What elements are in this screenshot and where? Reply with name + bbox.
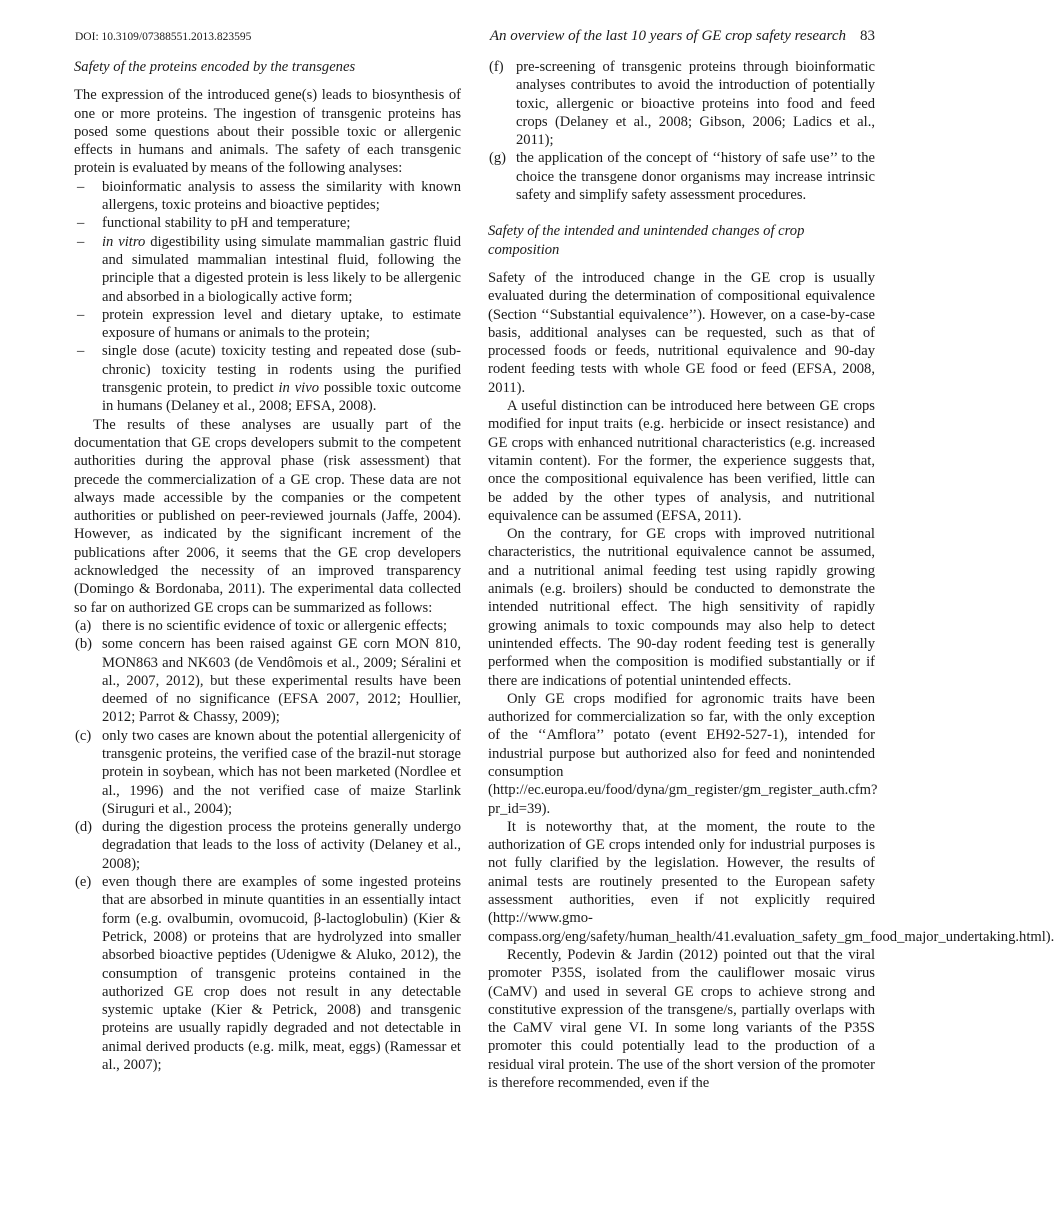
page-number: 83 xyxy=(860,28,875,44)
section-heading-composition-changes: Safety of the intended and unintended changes of crop composition xyxy=(488,223,805,258)
list-item xyxy=(74,178,461,215)
body-paragraph: Only GE crops modified for agronomic traits have been authorized for commercialization so far, with the only exception of the ‘‘Amflora’’ potato (event EH92-527-1), intended for industrial purpose but authorized also for feed and nonintended consumption (http://ec.europa.eu/food/dyna/gm_register/gm_register_auth.cfm?pr_id=39). xyxy=(488,690,878,817)
list-item xyxy=(74,306,461,343)
list-item xyxy=(74,818,461,873)
dash-marker: – xyxy=(77,343,85,360)
list-item-text: protein expression level and dietary uptake, to estimate exposure of humans or animals to the protein; xyxy=(102,306,461,342)
running-title: An overview of the last 10 years of GE crop safety research xyxy=(489,28,846,44)
dash-marker: – xyxy=(77,215,85,232)
running-header xyxy=(75,28,875,48)
list-item-text: some concern has been raised against GE corn MON 810, MON863 and NK603 (de Vendômois et al., 2009; Séralini et al., 2007, 2012), but these experimental results have been deemed of no significance (EFSA 2007, 2012; Houllier, 2012; Parrot & Chassy, 2009); xyxy=(102,636,461,726)
body-paragraph: Safety of the introduced change in the GE crop is usually evaluated during the determination of compositional equivalence (Section ‘‘Substantial equivalence’’). However, on a case-by-case basis, additional analyses can be requested, such as that of processed foods or feeds, nutritional equivalence and 90-day rodent feeding tests with whole GE food or feed (EFSA, 2008, 2011). xyxy=(488,269,875,396)
item-label: (b) xyxy=(75,636,93,653)
italic-term: in vivo xyxy=(278,380,320,397)
list-item-text: bioinformatic analysis to assess the similarity with known allergens, toxic proteins and bioactive peptides; xyxy=(102,178,461,214)
dash-marker: – xyxy=(77,178,85,195)
list-item-text: functional stability to pH and temperature; xyxy=(102,215,351,232)
list-item xyxy=(488,149,875,204)
right-column xyxy=(488,58,1054,1092)
list-item-text: the application of the concept of ‘‘history of safe use’’ to the choice the transgene donor organisms may increase intrinsic safety and simplify safety assessment procedures. xyxy=(516,150,875,204)
dash-marker: – xyxy=(77,233,85,250)
item-label: (g) xyxy=(489,150,507,167)
item-label: (c) xyxy=(75,727,92,744)
section-heading-protein-safety: Safety of the proteins encoded by the transgenes xyxy=(74,59,356,75)
italic-term: in vitro xyxy=(102,233,146,250)
item-label: (e) xyxy=(75,874,92,891)
doi-text: DOI: 10.3109/07388551.2013.823595 xyxy=(75,31,252,43)
body-paragraph: On the contrary, for GE crops with improved nutritional characteristics, the nutritional equivalence cannot be assumed, and a nutritional animal feeding test using rapidly growing animals (e.g. broilers) should be conducted to demonstrate the intended nutritional effect. The high sensitivity of rapidly growing animals to toxic compounds may also help to detect unintended effects. The 90-day rodent feeding test is generally performed when the composition is modified substantially or if there are indications of potential unintended effects. xyxy=(488,526,875,689)
list-item-text: only two cases are known about the potential allergenicity of transgenic proteins, the verified case of the brazil-nut storage protein in soybean, which has not been marketed (Nordlee et al., 1996) and the not verified case of maize Starlink (Siruguri et al., 2004); xyxy=(102,727,461,817)
list-item xyxy=(74,873,461,1074)
findings-list-continued xyxy=(488,58,875,204)
list-item xyxy=(74,617,461,635)
list-item-text: during the digestion process the proteins generally undergo degradation that leads to the loss of activity (Delaney et al., 2008); xyxy=(102,819,461,872)
list-item xyxy=(74,214,461,232)
list-item-text: there is no scientific evidence of toxic or allergenic effects; xyxy=(102,617,448,634)
body-paragraph: It is noteworthy that, at the moment, the route to the authorization of GE crops intended only for industrial purposes is not fully clarified by the legislation. However, the results of animal tests are routinely presented to the European safety assessment authorities, even if not explicitly required (http://www.gmo-compass.org/eng/safety/human_health/41.evaluation_safety_gm_food_major_undertaking.html). xyxy=(488,818,1054,945)
summary-paragraph: The results of these analyses are usually part of the documentation that GE crops developers submit to the competent authorities during the approval phase (risk assessment) that precede the commercialization of a GE crop. These data are not always made accessible by the companies or the competent authorities or published on peer-reviewed journals (Jaffe, 2004). However, as indicated by the significant increment of the publications after 2006, it seems that the GE crop developers acknowledged the necessity of an improved transparency (Domingo & Bordonaba, 2011). The experimental data collected so far on authorized GE crops can be summarized as follows: xyxy=(74,416,461,616)
findings-list xyxy=(74,617,461,1074)
list-item xyxy=(74,635,461,726)
list-item-text: pre-screening of transgenic proteins through bioinformatic analyses contributes to avoid the introduction of potentially toxic, allergenic or bioactive proteins into food and feed crops (Delaney et al., 2008; Gibson, 2006; Ladics et al., 2011); xyxy=(516,59,875,149)
list-item-text: single dose (acute) toxicity testing and repeated dose (sub-chronic) toxicity testing in rodents using the purified transgenic protein, to predict xyxy=(102,343,461,397)
analyses-list xyxy=(74,178,461,416)
item-label: (d) xyxy=(75,819,93,836)
list-item-text: digestibility using simulate mammalian gastric fluid and simulated mammalian intestinal fluid, following the principle that a digested protein is less likely to be allergenic and absorbed in a biologically active form; xyxy=(102,233,461,305)
list-item xyxy=(488,58,875,149)
list-item xyxy=(74,233,461,306)
running-title-group xyxy=(490,28,875,45)
intro-paragraph: The expression of the introduced gene(s) leads to biosynthesis of one or more proteins. The ingestion of transgenic proteins has posed some questions about their possible toxic or allergenic effects in humans and animals. The safety of each transgenic protein is evaluated by means of the following analyses: xyxy=(74,87,461,177)
item-label: (a) xyxy=(75,617,92,634)
list-item-text: even though there are examples of some ingested proteins that are absorbed in minute quantities in an essentially intact form (e.g. ovalbumin, ovomucoid, β-lactoglobulin) (Kier & Petrick, 2008) or proteins that are hydrolyzed into smaller absorbed bioactive peptides (Udenigwe & Aluko, 2012), the consumption of transgenic proteins contained in the authorized GE crop does not result in any detectable systemic uptake (Kier & Petrick, 2008) and transgenic proteins are usually rapidly degraded and not detectable in animal derived products (e.g. milk, meat, eggs) (Ramessar et al., 2007); xyxy=(102,874,461,1074)
list-item xyxy=(74,342,461,415)
list-item-text-tail: possible toxic outcome in humans (Delaney et al., 2008; EFSA, 2008). xyxy=(102,380,461,415)
item-label: (f) xyxy=(489,59,504,75)
dash-marker: – xyxy=(77,306,85,323)
body-paragraph: Recently, Podevin & Jardin (2012) pointed out that the viral promoter P35S, isolated from the cauliflower mosaic virus (CaMV) and used in several GE crops to achieve strong and constitutive expression of the transgene/s, partially overlaps with the CaMV viral gene VI. In some long variants of the P35S promoter this could potentially lead to the production of a residual viral protein. The use of the short version of the promoter is therefore recommended, even if the xyxy=(488,946,875,1092)
body-paragraph: A useful distinction can be introduced here between GE crops modified for input traits (e.g. herbicide or insect resistance) and GE crops with enhanced nutritional characteristics (e.g. increased vitamin content). For the former, the experience suggests that, once the compositional equivalence has been verified, little can be added by the other types of analysis, and nutritional equivalence can be assumed (EFSA, 2011). xyxy=(488,398,875,524)
list-item xyxy=(74,727,461,818)
left-column xyxy=(74,58,461,1074)
